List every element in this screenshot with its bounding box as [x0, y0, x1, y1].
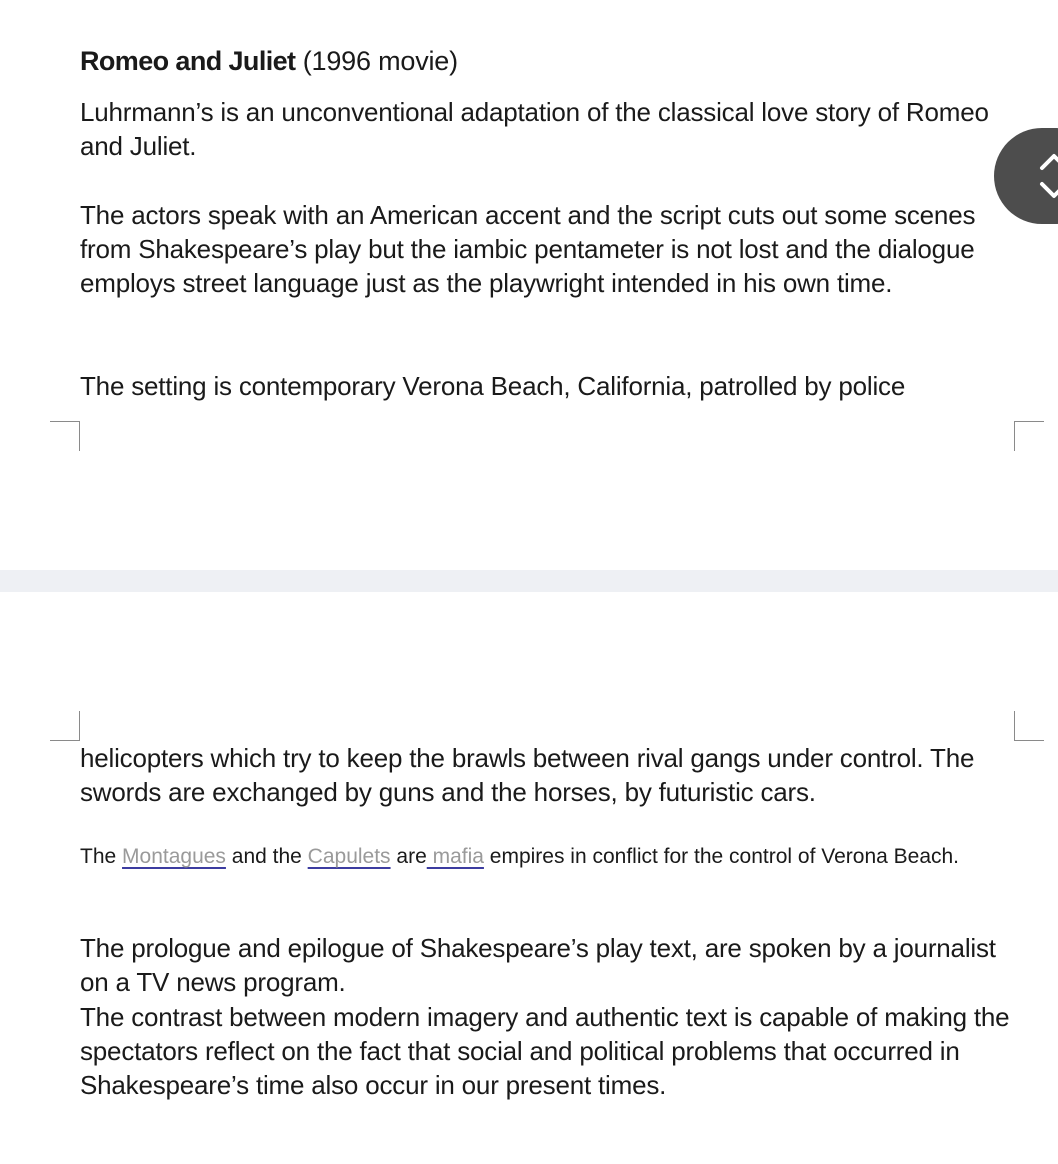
link-mafia[interactable]: mafia — [426, 845, 484, 868]
page-margin-corner-top-right — [1014, 421, 1044, 451]
page-margin-corner-bottom-left — [50, 711, 80, 741]
paragraph-actors: The actors speak with an American accent and the script cuts out some scenes from Shakespeare’s play but the iambic pentameter is not lost and the dialogue employs street language just as the playwright intended in his own time. — [80, 200, 976, 298]
link-montagues[interactable]: Montagues — [122, 845, 226, 868]
families-text-1: The — [80, 845, 123, 868]
paragraph-intro: Luhrmann’s is an unconventional adaptation of the classical love story of Romeo and Juliet. — [80, 97, 989, 161]
families-text-4: empires in conflict for the control of Verona Beach. — [483, 845, 960, 868]
title-bold: Romeo and Juliet — [80, 46, 296, 76]
paragraph-families — [80, 842, 1010, 871]
paragraph-contrast: The contrast between modern imagery and authentic text is capable of making the spectators reflect on the fact that social and political problems that occurred in Shakespeare’s time also occur in our present times. — [80, 1002, 1010, 1100]
paragraph-prologue: The prologue and epilogue of Shakespeare’s play text, are spoken by a journalist on a TV news program. — [80, 933, 996, 997]
paragraph-setting-part-2: helicopters which try to keep the brawls between rival gangs under control. The swords are exchanged by guns and the horses, by futuristic cars. — [80, 743, 975, 807]
families-text-2: and the — [225, 845, 308, 868]
link-capulets[interactable]: Capulets — [307, 845, 391, 868]
title-rest: (1996 movie) — [295, 46, 458, 76]
paragraph-setting-part-1: The setting is contemporary Verona Beach, California, patrolled by police — [80, 371, 906, 401]
page-margin-corner-top-left — [50, 421, 80, 451]
chevron-up-down-icon — [1034, 146, 1058, 206]
page-separator — [0, 570, 1058, 592]
page-margin-corner-bottom-right — [1014, 711, 1044, 741]
document-title — [80, 44, 1010, 78]
families-text-3: are — [390, 845, 427, 868]
